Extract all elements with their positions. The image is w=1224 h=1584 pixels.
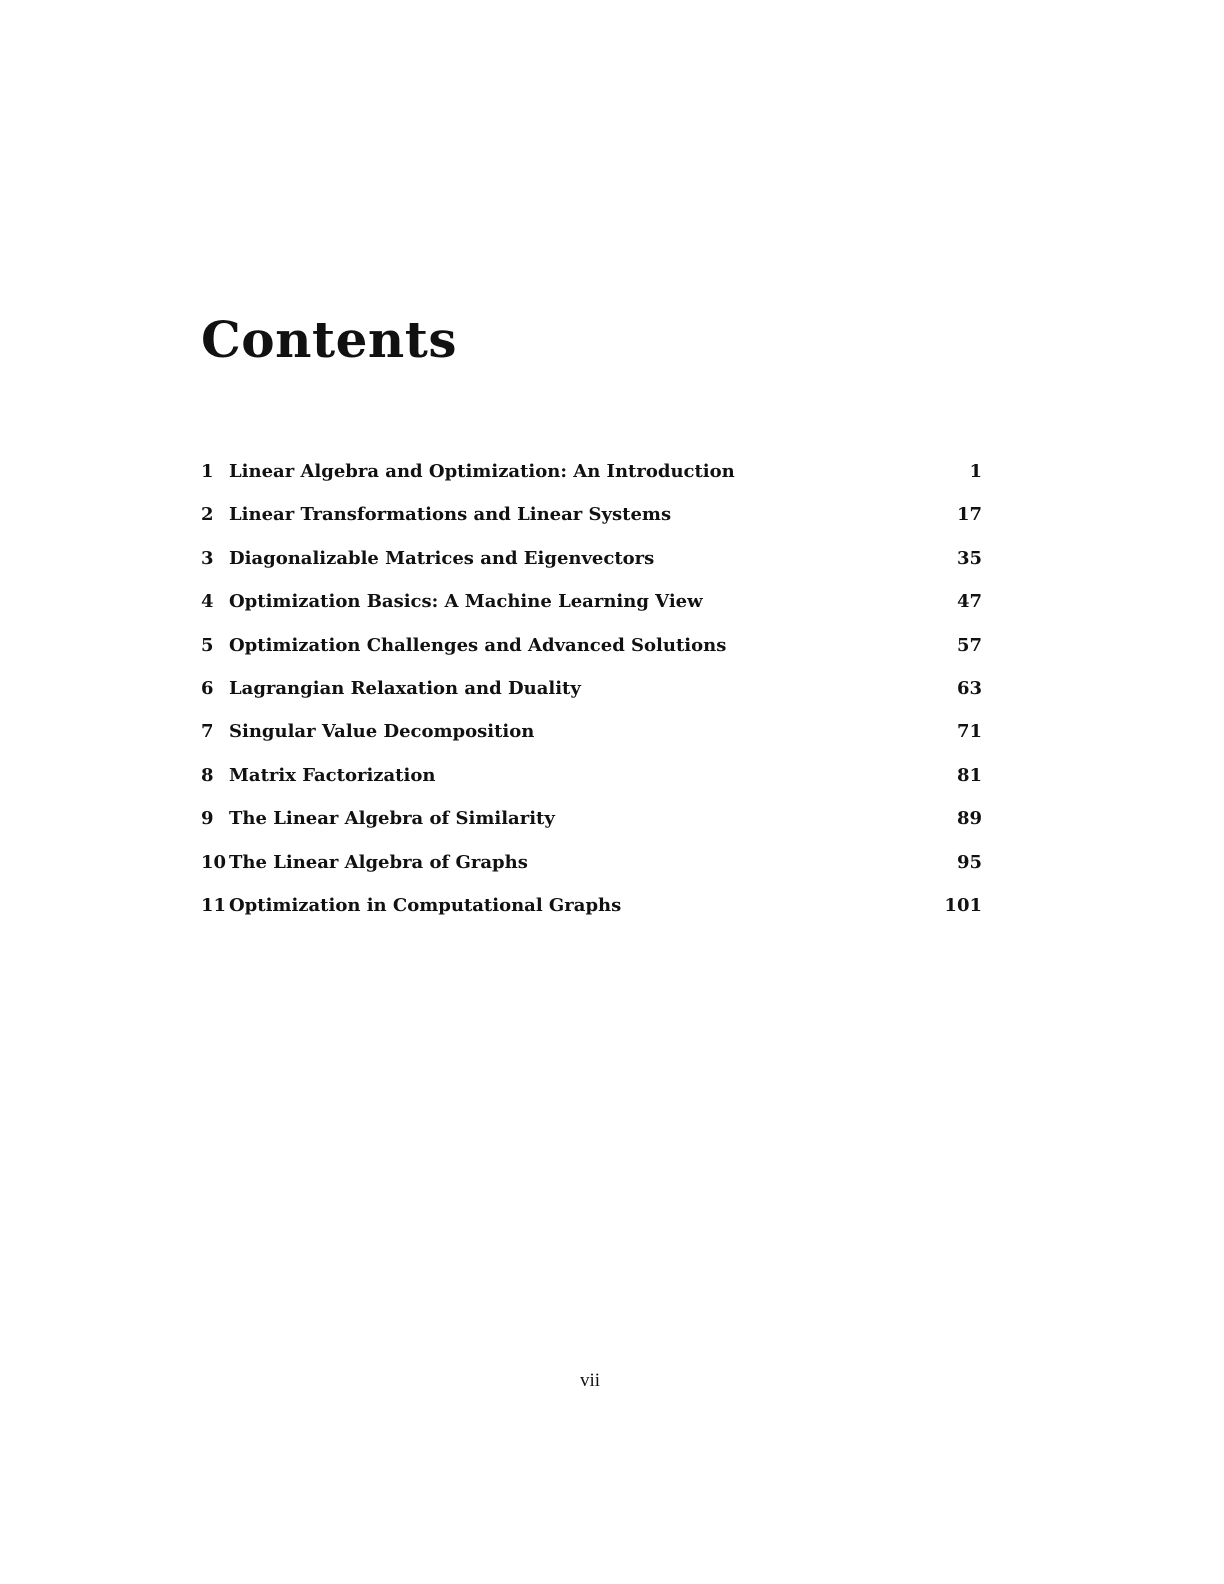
page-number-footer: vii (579, 1370, 601, 1391)
toc-chapter-number: 2 (201, 504, 214, 526)
toc-chapter-number: 4 (201, 591, 214, 613)
table-of-contents (201, 455, 982, 932)
toc-page-number: 35 (956, 547, 982, 569)
toc-entry-1[interactable] (201, 455, 982, 498)
toc-page-number: 17 (956, 504, 982, 526)
toc-entry-4[interactable] (201, 585, 982, 628)
toc-chapter-number: 1 (201, 461, 214, 482)
toc-chapter-title: Linear Algebra and Optimization: An Introduction (229, 461, 735, 482)
toc-chapter-title: Linear Transformations and Linear Systems (229, 504, 672, 526)
toc-entry-8[interactable] (201, 759, 982, 802)
toc-entry-3[interactable] (201, 542, 982, 585)
toc-entry-6[interactable] (201, 672, 982, 715)
toc-entry-9[interactable] (201, 802, 982, 845)
toc-chapter-title: Lagrangian Relaxation and Duality (229, 677, 581, 699)
toc-chapter-title: Optimization Basics: A Machine Learning View (229, 591, 703, 613)
toc-page-number: 71 (956, 721, 982, 743)
toc-page-number: 63 (956, 677, 982, 699)
toc-chapter-title: Diagonalizable Matrices and Eigenvectors (229, 547, 655, 569)
toc-page-number: 101 (944, 894, 982, 916)
toc-chapter-title: The Linear Algebra of Similarity (229, 808, 555, 830)
toc-chapter-title: Matrix Factorization (229, 764, 436, 786)
toc-entry-11[interactable] (201, 889, 982, 932)
toc-chapter-number: 11 (201, 894, 227, 916)
toc-entry-5[interactable] (201, 629, 982, 672)
toc-entry-2[interactable] (201, 498, 982, 541)
toc-chapter-number: 6 (201, 677, 214, 699)
toc-chapter-title: The Linear Algebra of Graphs (229, 851, 528, 873)
toc-chapter-number: 8 (201, 764, 214, 786)
toc-page-number: 81 (956, 764, 982, 786)
toc-chapter-number: 7 (201, 721, 214, 743)
toc-chapter-number: 10 (201, 851, 227, 873)
toc-entry-10[interactable] (201, 846, 982, 889)
page-title: Contents (201, 310, 458, 369)
toc-chapter-title: Optimization in Computational Graphs (229, 894, 622, 916)
toc-chapter-number: 9 (201, 808, 214, 830)
toc-page-number: 89 (956, 808, 982, 830)
toc-chapter-title: Optimization Challenges and Advanced Solutions (229, 634, 727, 656)
toc-chapter-number: 3 (201, 547, 214, 569)
toc-page-number: 1 (969, 461, 982, 482)
toc-chapter-title: Singular Value Decomposition (229, 721, 535, 743)
toc-page-number: 57 (956, 634, 982, 656)
toc-page-number: 95 (956, 851, 982, 873)
toc-chapter-number: 5 (201, 634, 214, 656)
toc-entry-7[interactable] (201, 715, 982, 758)
toc-page-number: 47 (956, 591, 982, 613)
